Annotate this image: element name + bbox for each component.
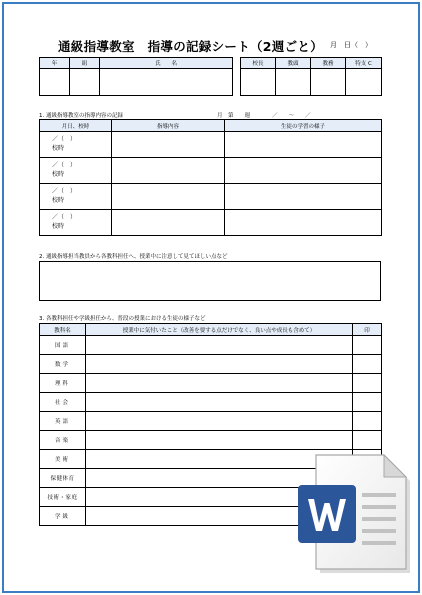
- guidance-record-table: [39, 119, 382, 236]
- academic-affairs-header: 教務: [311, 58, 346, 69]
- observation-cell[interactable]: [86, 374, 353, 393]
- subject-name-cell: 国語: [40, 336, 86, 355]
- subject-name-cell: 数学: [40, 355, 86, 374]
- table-row: [40, 355, 382, 374]
- principal-stamp-cell[interactable]: [241, 69, 276, 96]
- date-label: ／（ ）: [52, 188, 77, 195]
- table-row: [40, 431, 382, 450]
- section3-heading: 3. 各教科担任や学級担任から、普段の授業における生徒の様子など: [39, 316, 206, 322]
- grade-cell[interactable]: [40, 69, 70, 96]
- principal-header: 校長: [241, 58, 276, 69]
- subject-name-cell: 保健体育: [40, 469, 86, 488]
- seal-cell[interactable]: [353, 412, 382, 431]
- subject-name-cell: 社会: [40, 393, 86, 412]
- guidance-content-cell[interactable]: [112, 132, 225, 158]
- vice-principal-header: 教頭: [276, 58, 311, 69]
- table-row: [40, 132, 382, 158]
- period-label: 校時: [52, 196, 65, 204]
- observation-cell[interactable]: [86, 355, 353, 374]
- observation-cell[interactable]: [86, 412, 353, 431]
- date-period-cell[interactable]: [40, 158, 112, 184]
- guidance-content-cell[interactable]: [112, 184, 225, 210]
- seal-cell[interactable]: [353, 431, 382, 450]
- seal-header: 印: [353, 324, 382, 336]
- table-row: [40, 393, 382, 412]
- name-header: 氏 名: [100, 58, 233, 69]
- table-row: [40, 412, 382, 431]
- guidance-content-cell[interactable]: [112, 158, 225, 184]
- special-support-header: 特支 C: [346, 58, 382, 69]
- observation-cell[interactable]: [86, 431, 353, 450]
- observation-cell[interactable]: [86, 393, 353, 412]
- table-row: [40, 210, 382, 236]
- period-label: 校時: [52, 170, 65, 178]
- section1-heading: 1. 通級指導教室の指導内容の記録: [39, 113, 123, 119]
- date-label: ／（ ）: [52, 136, 77, 143]
- name-cell[interactable]: [100, 69, 233, 96]
- word-document-icon: [296, 453, 412, 575]
- subject-name-cell: 音楽: [40, 431, 86, 450]
- academic-affairs-stamp-cell[interactable]: [311, 69, 346, 96]
- student-learning-cell[interactable]: [225, 210, 382, 236]
- section1-period: 月 第 週 ／ ～ ／: [217, 113, 311, 119]
- vice-principal-stamp-cell[interactable]: [276, 69, 311, 96]
- student-learning-header: 生徒の学習の様子: [225, 120, 382, 132]
- seal-cell[interactable]: [353, 374, 382, 393]
- seal-cell[interactable]: [353, 336, 382, 355]
- date-label: ／（ ）: [52, 214, 77, 221]
- subject-header: 教科名: [40, 324, 86, 336]
- seal-cell[interactable]: [353, 393, 382, 412]
- subject-name-cell: 美術: [40, 450, 86, 469]
- student-learning-cell[interactable]: [225, 132, 382, 158]
- table-row: [40, 158, 382, 184]
- observations-header: 授業中に気付いたこと（改善を要する点だけでなく、良い点や成長も含めて）: [86, 324, 353, 336]
- class-cell[interactable]: [70, 69, 100, 96]
- table-row: [40, 184, 382, 210]
- student-learning-cell[interactable]: [225, 158, 382, 184]
- page-title: 通級指導教室 指導の記録シート（2週ごと）: [58, 39, 323, 54]
- subject-name-cell: 技術・家庭: [40, 488, 86, 507]
- guidance-content-header: 指導内容: [112, 120, 225, 132]
- date-period-cell[interactable]: [40, 132, 112, 158]
- guidance-content-cell[interactable]: [112, 210, 225, 236]
- date-period-cell[interactable]: [40, 210, 112, 236]
- subject-name-cell: 英語: [40, 412, 86, 431]
- period-label: 校時: [52, 144, 65, 152]
- date-period-cell[interactable]: [40, 184, 112, 210]
- student-info-table: [39, 57, 233, 96]
- date-period-header: 月日、校時: [40, 120, 112, 132]
- table-row: [40, 336, 382, 355]
- notes-to-teachers-box[interactable]: [39, 261, 381, 301]
- date-label: ／（ ）: [52, 162, 77, 169]
- approval-stamp-table: [240, 57, 382, 96]
- grade-header: 年: [40, 58, 70, 69]
- seal-cell[interactable]: [353, 355, 382, 374]
- subject-name-cell: 学級: [40, 507, 86, 526]
- observation-cell[interactable]: [86, 336, 353, 355]
- subject-name-cell: 理科: [40, 374, 86, 393]
- period-label: 校時: [52, 222, 65, 230]
- class-header: 組: [70, 58, 100, 69]
- table-row: [40, 374, 382, 393]
- section2-heading: 2. 通級指導担当教員から各教科担任へ、授業中に注意して見てほしい点など: [39, 254, 228, 260]
- date-field: 月 日（ ）: [330, 41, 372, 49]
- title-row: [58, 37, 398, 53]
- student-learning-cell[interactable]: [225, 184, 382, 210]
- special-support-stamp-cell[interactable]: [346, 69, 382, 96]
